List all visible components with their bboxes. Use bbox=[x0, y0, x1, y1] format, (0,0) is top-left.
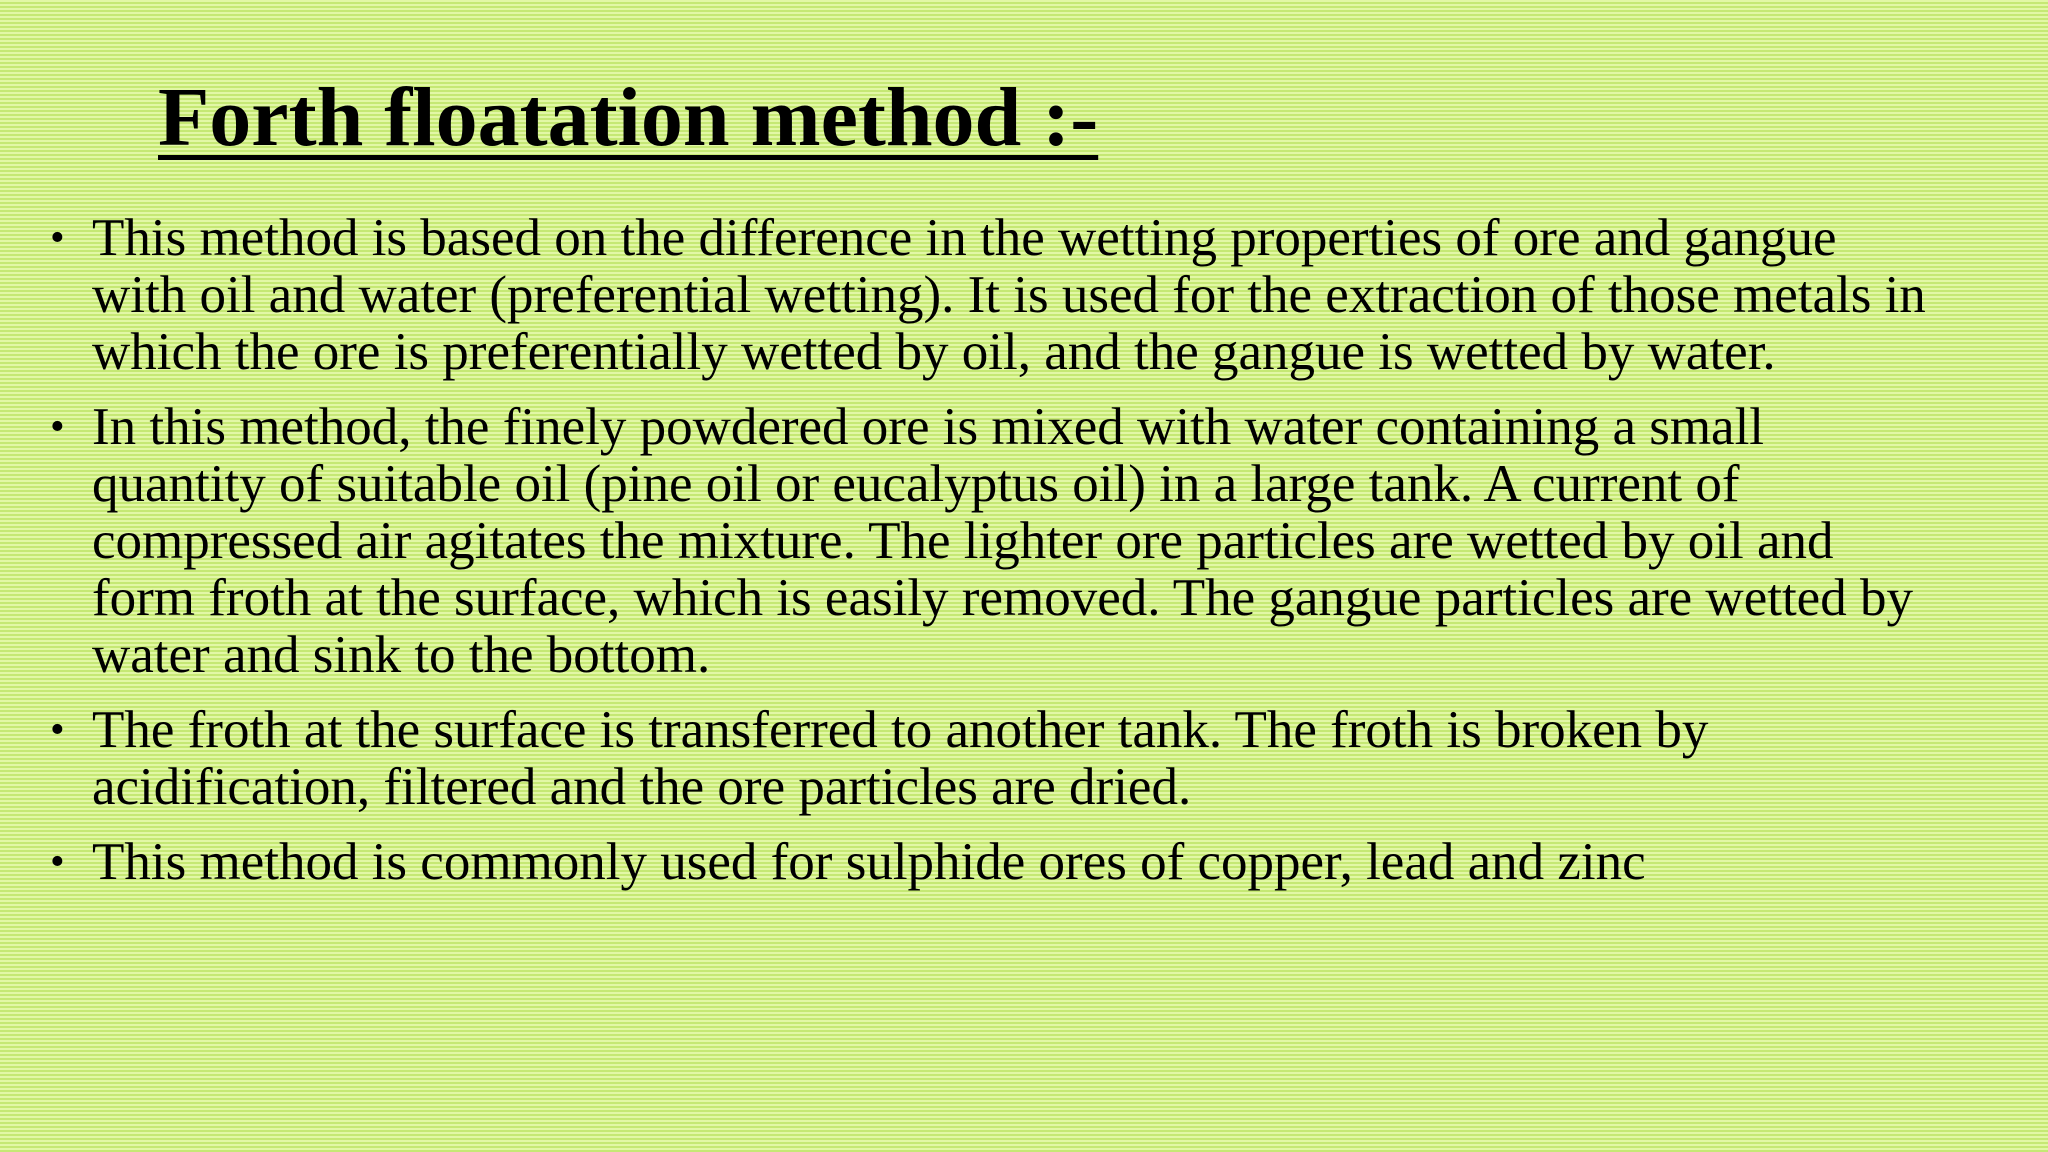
slide-title: Forth floatation method :- bbox=[158, 71, 1099, 164]
bullet-text-2: In this method, the finely powdered ore is mixed with water containing a small quantity of suitable oil (pine oil or eucalyptus oil) in a large tank. A current of compressed air agitates the mixture. The lighter ore particles are wetted by oil and form froth at the surface, which is easily removed. The gangue particles are wetted by water and sink to the bottom. bbox=[92, 398, 1913, 684]
bullet-item-4 bbox=[50, 834, 1940, 891]
bullet-icon: • bbox=[50, 404, 65, 450]
bullet-item-1 bbox=[50, 210, 1940, 381]
bullet-item-3 bbox=[50, 702, 1940, 816]
bullet-text-1: This method is based on the difference in the wetting properties of ore and gangue with oil and water (preferential wetting). It is used for the extraction of those metals in which the ore is preferentially wetted by oil, and the gangue is wetted by water. bbox=[92, 209, 1926, 381]
bullet-icon: • bbox=[50, 707, 65, 753]
bullet-item-2 bbox=[50, 399, 1940, 684]
bullet-icon: • bbox=[50, 839, 65, 885]
bullet-icon: • bbox=[50, 215, 65, 261]
bullet-text-4: This method is commonly used for sulphide ores of copper, lead and zinc bbox=[92, 833, 1646, 891]
bullet-list bbox=[50, 210, 1940, 909]
bullet-text-3: The froth at the surface is transferred to another tank. The froth is broken by acidification, filtered and the ore particles are dried. bbox=[92, 701, 1709, 816]
